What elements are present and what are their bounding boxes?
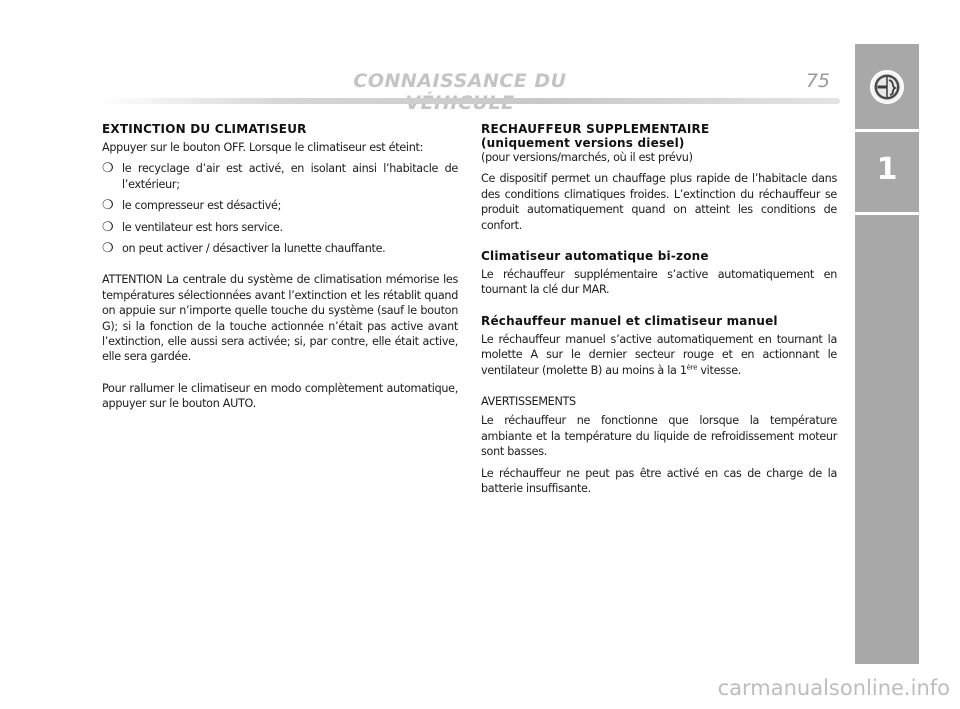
- section-heading: EXTINCTION DU CLIMATISEUR: [102, 122, 307, 136]
- bullet-list: [102, 161, 458, 256]
- alfa-romeo-badge-icon: [869, 69, 905, 105]
- paragraph: Le réchauffeur supplémentaire s’active automatiquement en tournant la clé dur MAR.: [481, 268, 837, 297]
- watermark: carmanualsonline.info: [717, 676, 950, 700]
- attention-paragraph: ATTENTION La centrale du système de climatisation mémorise les températures sélectionnées avant l’extinction et les rétablit quand on appuie sur n’importe quelle touche du système (sauf le bouton G); si la fonction de la touche actionnée n’était pas active avant l’extinction, elle aussi sera activée; si, par contre, elle était active, elle sera gardée.: [102, 273, 458, 364]
- subheading: (pour versions/marchés, où il est prévu): [481, 151, 693, 164]
- paragraph: Pour rallumer le climatiseur en modo complètement automatique, appuyer sur le bouton AUTO.: [102, 381, 458, 411]
- bullet-icon: ❍: [102, 219, 114, 235]
- list-item: [102, 220, 458, 235]
- list-item-text: le ventilateur est hors service.: [122, 220, 283, 234]
- list-item-text: le compresseur est désactivé;: [122, 199, 282, 213]
- subsection-heading: Climatiseur automatique bi-zone: [481, 249, 709, 264]
- paragraph: Appuyer sur le bouton OFF. Lorsque le climatiseur est éteint:: [102, 141, 424, 154]
- warning-paragraph: Le réchauffeur ne peut pas être activé en cas de charge de la batterie insuffisante.: [481, 466, 837, 496]
- list-item: [102, 241, 458, 256]
- section-heading: RECHAUFFEUR SUPPLEMENTAIRE: [481, 122, 710, 136]
- paragraph: Ce dispositif permet un chauffage plus rapide de l’habitacle dans des conditions climatiques froides. L’extinction du réchauffeur se produit automatiquement quand on atteint les conditions de confort.: [481, 172, 837, 232]
- chapter-number: 1: [876, 152, 898, 187]
- header-divider: [100, 98, 840, 104]
- warnings-heading: AVERTISSEMENTS: [481, 395, 576, 409]
- left-column: [102, 122, 458, 418]
- list-item: [102, 161, 458, 192]
- list-item: [102, 198, 458, 213]
- warning-paragraph: Le réchauffeur ne fonctionne que lorsque la température ambiante et la température du liquide de refroidissement moteur sont basses.: [481, 414, 837, 459]
- sidebar-divider: [855, 129, 919, 132]
- bullet-icon: ❍: [102, 161, 114, 177]
- paragraph: Le réchauffeur manuel s’active automatiquement en tournant la molette A sur le dernier secteur rouge et en actionnant le ventilateur (molette B) au moins à la 1ère vitesse.: [481, 332, 837, 377]
- page-number: 75: [805, 70, 830, 92]
- bullet-icon: ❍: [102, 241, 114, 257]
- running-title: CONNAISSANCE DU: [353, 70, 567, 92]
- bullet-icon: ❍: [102, 198, 114, 214]
- chapter-sidebar: [855, 44, 919, 664]
- list-item-text: on peut activer / désactiver la lunette chauffante.: [122, 242, 386, 256]
- list-item-text: le recyclage d’air est activé, en isolant ainsi l’habitacle de l’extérieur;: [122, 162, 458, 191]
- sidebar-logo: [855, 44, 919, 129]
- sidebar-divider: [855, 212, 919, 215]
- section-heading-qualifier: (uniquement versions diesel): [481, 136, 685, 150]
- right-column: [481, 122, 837, 503]
- subsection-heading: Réchauffeur manuel et climatiseur manuel: [481, 313, 778, 328]
